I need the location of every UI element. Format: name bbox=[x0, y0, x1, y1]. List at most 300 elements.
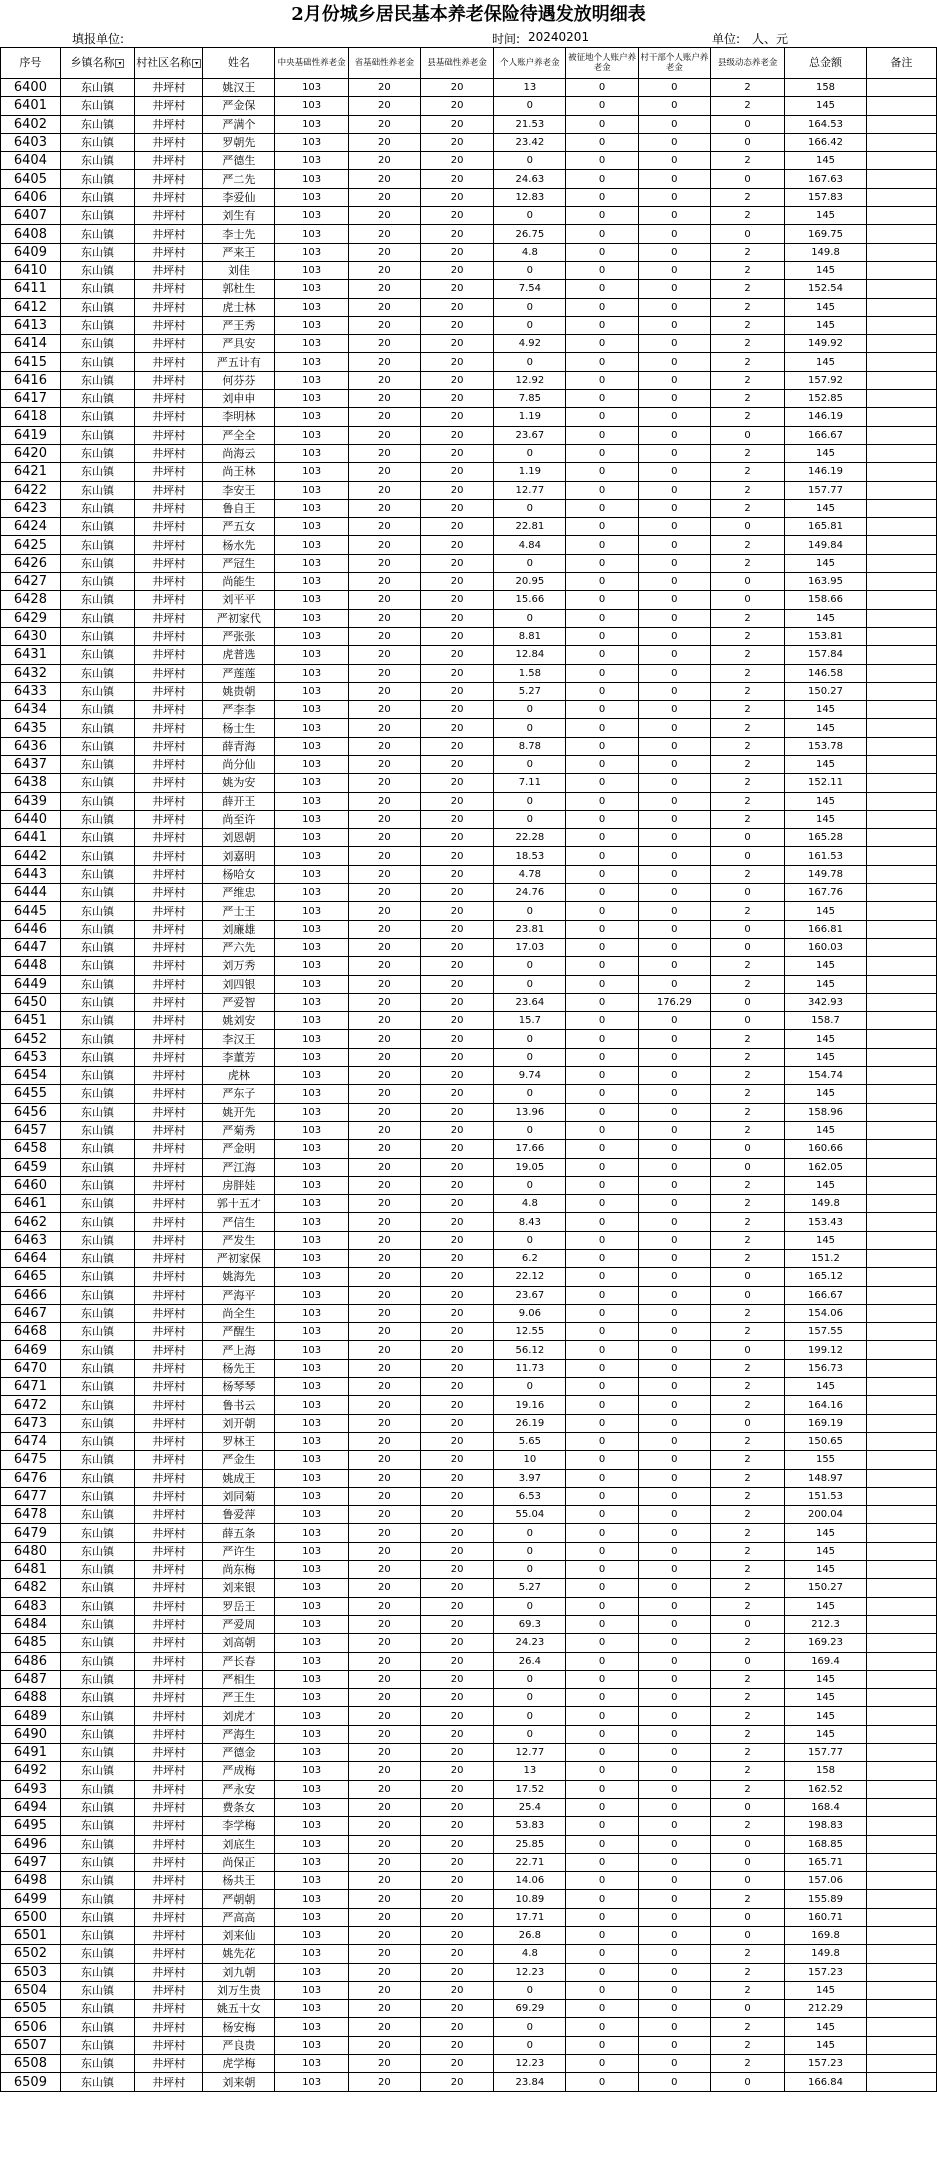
cell-central[interactable]: 103 bbox=[275, 1121, 348, 1139]
cell-remark[interactable] bbox=[866, 115, 936, 133]
cell-provincial[interactable]: 20 bbox=[348, 1396, 420, 1414]
cell-provincial[interactable]: 20 bbox=[348, 902, 420, 920]
cell-township[interactable]: 东山镇 bbox=[60, 865, 134, 883]
cell-central[interactable]: 103 bbox=[275, 646, 348, 664]
cell-name[interactable]: 严士王 bbox=[203, 902, 275, 920]
cell-total[interactable]: 145 bbox=[785, 316, 867, 334]
cell-cadre[interactable]: 0 bbox=[638, 518, 710, 536]
cell-dynamic[interactable]: 2 bbox=[710, 865, 784, 883]
cell-cadre[interactable]: 0 bbox=[638, 865, 710, 883]
cell-name[interactable]: 刘开朝 bbox=[203, 1414, 275, 1432]
cell-dynamic[interactable]: 2 bbox=[710, 463, 784, 481]
cell-remark[interactable] bbox=[866, 1817, 936, 1835]
cell-seq[interactable]: 6467 bbox=[1, 1304, 61, 1322]
cell-village[interactable]: 井坪村 bbox=[135, 1103, 203, 1121]
cell-total[interactable]: 153.81 bbox=[785, 627, 867, 645]
cell-cadre[interactable]: 0 bbox=[638, 884, 710, 902]
cell-provincial[interactable]: 20 bbox=[348, 1707, 420, 1725]
cell-seq[interactable]: 6509 bbox=[1, 2073, 61, 2091]
cell-county[interactable]: 20 bbox=[420, 408, 493, 426]
cell-provincial[interactable]: 20 bbox=[348, 646, 420, 664]
cell-central[interactable]: 103 bbox=[275, 1652, 348, 1670]
cell-county[interactable]: 20 bbox=[420, 1835, 493, 1853]
cell-land[interactable]: 0 bbox=[566, 2018, 638, 2036]
cell-dynamic[interactable]: 0 bbox=[710, 1926, 784, 1944]
cell-total[interactable]: 150.27 bbox=[785, 1579, 867, 1597]
cell-cadre[interactable]: 0 bbox=[638, 1981, 710, 1999]
cell-total[interactable]: 145 bbox=[785, 1121, 867, 1139]
cell-dynamic[interactable]: 2 bbox=[710, 261, 784, 279]
cell-county[interactable]: 20 bbox=[420, 316, 493, 334]
cell-dynamic[interactable]: 2 bbox=[710, 554, 784, 572]
cell-personal[interactable]: 0 bbox=[494, 1707, 566, 1725]
cell-provincial[interactable]: 20 bbox=[348, 1030, 420, 1048]
cell-personal[interactable]: 1.58 bbox=[494, 664, 566, 682]
cell-total[interactable]: 160.66 bbox=[785, 1140, 867, 1158]
cell-central[interactable]: 103 bbox=[275, 1414, 348, 1432]
cell-provincial[interactable]: 20 bbox=[348, 280, 420, 298]
cell-dynamic[interactable]: 2 bbox=[710, 719, 784, 737]
cell-cadre[interactable]: 0 bbox=[638, 316, 710, 334]
cell-remark[interactable] bbox=[866, 499, 936, 517]
cell-township[interactable]: 东山镇 bbox=[60, 1176, 134, 1194]
cell-provincial[interactable]: 20 bbox=[348, 719, 420, 737]
cell-total[interactable]: 145 bbox=[785, 792, 867, 810]
cell-cadre[interactable]: 0 bbox=[638, 2000, 710, 2018]
cell-cadre[interactable]: 0 bbox=[638, 1158, 710, 1176]
cell-central[interactable]: 103 bbox=[275, 1725, 348, 1743]
cell-personal[interactable]: 0 bbox=[494, 902, 566, 920]
cell-village[interactable]: 井坪村 bbox=[135, 97, 203, 115]
cell-personal[interactable]: 12.23 bbox=[494, 2055, 566, 2073]
cell-cadre[interactable]: 0 bbox=[638, 1030, 710, 1048]
cell-county[interactable]: 20 bbox=[420, 755, 493, 773]
cell-remark[interactable] bbox=[866, 1469, 936, 1487]
cell-township[interactable]: 东山镇 bbox=[60, 1140, 134, 1158]
cell-land[interactable]: 0 bbox=[566, 1304, 638, 1322]
cell-dynamic[interactable]: 0 bbox=[710, 518, 784, 536]
cell-name[interactable]: 严全全 bbox=[203, 426, 275, 444]
cell-county[interactable]: 20 bbox=[420, 1195, 493, 1213]
cell-personal[interactable]: 26.4 bbox=[494, 1652, 566, 1670]
cell-total[interactable]: 145 bbox=[785, 1085, 867, 1103]
cell-total[interactable]: 155.89 bbox=[785, 1890, 867, 1908]
cell-provincial[interactable]: 20 bbox=[348, 79, 420, 97]
cell-cadre[interactable]: 0 bbox=[638, 2055, 710, 2073]
cell-name[interactable]: 严发生 bbox=[203, 1231, 275, 1249]
cell-seq[interactable]: 6487 bbox=[1, 1670, 61, 1688]
cell-dynamic[interactable]: 2 bbox=[710, 755, 784, 773]
cell-name[interactable]: 虎学梅 bbox=[203, 2055, 275, 2073]
cell-cadre[interactable]: 0 bbox=[638, 719, 710, 737]
cell-township[interactable]: 东山镇 bbox=[60, 993, 134, 1011]
cell-county[interactable]: 20 bbox=[420, 1670, 493, 1688]
cell-total[interactable]: 157.84 bbox=[785, 646, 867, 664]
cell-dynamic[interactable]: 2 bbox=[710, 737, 784, 755]
cell-name[interactable]: 刘申申 bbox=[203, 390, 275, 408]
cell-dynamic[interactable]: 2 bbox=[710, 1945, 784, 1963]
cell-total[interactable]: 146.58 bbox=[785, 664, 867, 682]
cell-name[interactable]: 严初家代 bbox=[203, 609, 275, 627]
cell-personal[interactable]: 0 bbox=[494, 1981, 566, 1999]
cell-county[interactable]: 20 bbox=[420, 1286, 493, 1304]
cell-village[interactable]: 井坪村 bbox=[135, 902, 203, 920]
cell-remark[interactable] bbox=[866, 426, 936, 444]
cell-central[interactable]: 103 bbox=[275, 1744, 348, 1762]
cell-total[interactable]: 145 bbox=[785, 353, 867, 371]
cell-personal[interactable]: 0 bbox=[494, 1030, 566, 1048]
cell-county[interactable]: 20 bbox=[420, 609, 493, 627]
cell-seq[interactable]: 6460 bbox=[1, 1176, 61, 1194]
cell-township[interactable]: 东山镇 bbox=[60, 1158, 134, 1176]
cell-personal[interactable]: 0 bbox=[494, 1085, 566, 1103]
cell-land[interactable]: 0 bbox=[566, 975, 638, 993]
cell-cadre[interactable]: 176.29 bbox=[638, 993, 710, 1011]
cell-village[interactable]: 井坪村 bbox=[135, 1853, 203, 1871]
cell-seq[interactable]: 6440 bbox=[1, 810, 61, 828]
cell-name[interactable]: 尚王林 bbox=[203, 463, 275, 481]
cell-personal[interactable]: 0 bbox=[494, 1524, 566, 1542]
cell-cadre[interactable]: 0 bbox=[638, 1634, 710, 1652]
cell-township[interactable]: 东山镇 bbox=[60, 1542, 134, 1560]
cell-seq[interactable]: 6402 bbox=[1, 115, 61, 133]
cell-village[interactable]: 井坪村 bbox=[135, 1286, 203, 1304]
cell-central[interactable]: 103 bbox=[275, 1432, 348, 1450]
cell-land[interactable]: 0 bbox=[566, 426, 638, 444]
cell-county[interactable]: 20 bbox=[420, 1579, 493, 1597]
cell-remark[interactable] bbox=[866, 1359, 936, 1377]
cell-dynamic[interactable]: 0 bbox=[710, 1140, 784, 1158]
cell-township[interactable]: 东山镇 bbox=[60, 133, 134, 151]
cell-name[interactable]: 刘万生贵 bbox=[203, 1981, 275, 1999]
cell-village[interactable]: 井坪村 bbox=[135, 664, 203, 682]
cell-dynamic[interactable]: 2 bbox=[710, 664, 784, 682]
cell-cadre[interactable]: 0 bbox=[638, 97, 710, 115]
cell-village[interactable]: 井坪村 bbox=[135, 682, 203, 700]
cell-provincial[interactable]: 20 bbox=[348, 1853, 420, 1871]
cell-county[interactable]: 20 bbox=[420, 188, 493, 206]
cell-central[interactable]: 103 bbox=[275, 1378, 348, 1396]
cell-provincial[interactable]: 20 bbox=[348, 920, 420, 938]
cell-remark[interactable] bbox=[866, 865, 936, 883]
cell-township[interactable]: 东山镇 bbox=[60, 1725, 134, 1743]
cell-provincial[interactable]: 20 bbox=[348, 1378, 420, 1396]
cell-land[interactable]: 0 bbox=[566, 1469, 638, 1487]
cell-provincial[interactable]: 20 bbox=[348, 1286, 420, 1304]
cell-central[interactable]: 103 bbox=[275, 993, 348, 1011]
cell-total[interactable]: 164.53 bbox=[785, 115, 867, 133]
cell-remark[interactable] bbox=[866, 1414, 936, 1432]
cell-name[interactable]: 姚五十女 bbox=[203, 2000, 275, 2018]
cell-dynamic[interactable]: 2 bbox=[710, 1780, 784, 1798]
cell-remark[interactable] bbox=[866, 1615, 936, 1633]
cell-name[interactable]: 姚为安 bbox=[203, 774, 275, 792]
cell-land[interactable]: 0 bbox=[566, 298, 638, 316]
cell-name[interactable]: 李士先 bbox=[203, 225, 275, 243]
cell-dynamic[interactable]: 2 bbox=[710, 536, 784, 554]
cell-township[interactable]: 东山镇 bbox=[60, 2073, 134, 2091]
cell-name[interactable]: 严金明 bbox=[203, 1140, 275, 1158]
cell-township[interactable]: 东山镇 bbox=[60, 554, 134, 572]
cell-cadre[interactable]: 0 bbox=[638, 627, 710, 645]
cell-land[interactable]: 0 bbox=[566, 1176, 638, 1194]
cell-central[interactable]: 103 bbox=[275, 2073, 348, 2091]
cell-township[interactable]: 东山镇 bbox=[60, 1085, 134, 1103]
cell-county[interactable]: 20 bbox=[420, 390, 493, 408]
cell-central[interactable]: 103 bbox=[275, 2036, 348, 2054]
cell-name[interactable]: 李学梅 bbox=[203, 1817, 275, 1835]
cell-name[interactable]: 杨共王 bbox=[203, 1872, 275, 1890]
cell-dynamic[interactable]: 0 bbox=[710, 1012, 784, 1030]
cell-total[interactable]: 145 bbox=[785, 1689, 867, 1707]
cell-village[interactable]: 井坪村 bbox=[135, 1451, 203, 1469]
cell-county[interactable]: 20 bbox=[420, 1890, 493, 1908]
cell-cadre[interactable]: 0 bbox=[638, 298, 710, 316]
cell-county[interactable]: 20 bbox=[420, 1359, 493, 1377]
cell-land[interactable]: 0 bbox=[566, 1158, 638, 1176]
cell-cadre[interactable]: 0 bbox=[638, 499, 710, 517]
cell-cadre[interactable]: 0 bbox=[638, 1872, 710, 1890]
cell-name[interactable]: 尚海云 bbox=[203, 444, 275, 462]
cell-township[interactable]: 东山镇 bbox=[60, 1945, 134, 1963]
cell-cadre[interactable]: 0 bbox=[638, 243, 710, 261]
cell-cadre[interactable]: 0 bbox=[638, 170, 710, 188]
cell-seq[interactable]: 6503 bbox=[1, 1963, 61, 1981]
cell-cadre[interactable]: 0 bbox=[638, 408, 710, 426]
cell-central[interactable]: 103 bbox=[275, 1286, 348, 1304]
cell-land[interactable]: 0 bbox=[566, 463, 638, 481]
cell-total[interactable]: 145 bbox=[785, 1670, 867, 1688]
cell-central[interactable]: 103 bbox=[275, 1689, 348, 1707]
cell-central[interactable]: 103 bbox=[275, 1103, 348, 1121]
cell-land[interactable]: 0 bbox=[566, 1506, 638, 1524]
cell-central[interactable]: 103 bbox=[275, 390, 348, 408]
cell-dynamic[interactable]: 2 bbox=[710, 1981, 784, 1999]
cell-land[interactable]: 0 bbox=[566, 884, 638, 902]
cell-personal[interactable]: 24.63 bbox=[494, 170, 566, 188]
cell-total[interactable]: 158.7 bbox=[785, 1012, 867, 1030]
cell-seq[interactable]: 6490 bbox=[1, 1725, 61, 1743]
cell-name[interactable]: 罗朝先 bbox=[203, 133, 275, 151]
cell-provincial[interactable]: 20 bbox=[348, 1579, 420, 1597]
cell-township[interactable]: 东山镇 bbox=[60, 371, 134, 389]
cell-central[interactable]: 103 bbox=[275, 426, 348, 444]
cell-seq[interactable]: 6420 bbox=[1, 444, 61, 462]
cell-village[interactable]: 井坪村 bbox=[135, 609, 203, 627]
cell-central[interactable]: 103 bbox=[275, 719, 348, 737]
cell-township[interactable]: 东山镇 bbox=[60, 1707, 134, 1725]
cell-village[interactable]: 井坪村 bbox=[135, 938, 203, 956]
cell-village[interactable]: 井坪村 bbox=[135, 792, 203, 810]
cell-dynamic[interactable]: 2 bbox=[710, 481, 784, 499]
cell-township[interactable]: 东山镇 bbox=[60, 1396, 134, 1414]
cell-land[interactable]: 0 bbox=[566, 1579, 638, 1597]
cell-total[interactable]: 168.4 bbox=[785, 1798, 867, 1816]
cell-total[interactable]: 157.83 bbox=[785, 188, 867, 206]
cell-personal[interactable]: 0 bbox=[494, 1597, 566, 1615]
cell-personal[interactable]: 0 bbox=[494, 316, 566, 334]
cell-remark[interactable] bbox=[866, 243, 936, 261]
cell-village[interactable]: 井坪村 bbox=[135, 335, 203, 353]
cell-central[interactable]: 103 bbox=[275, 481, 348, 499]
cell-name[interactable]: 严菊秀 bbox=[203, 1121, 275, 1139]
cell-seq[interactable]: 6506 bbox=[1, 2018, 61, 2036]
cell-village[interactable]: 井坪村 bbox=[135, 1744, 203, 1762]
cell-total[interactable]: 212.29 bbox=[785, 2000, 867, 2018]
cell-seq[interactable]: 6449 bbox=[1, 975, 61, 993]
cell-total[interactable]: 157.77 bbox=[785, 481, 867, 499]
cell-seq[interactable]: 6477 bbox=[1, 1487, 61, 1505]
cell-township[interactable]: 东山镇 bbox=[60, 1268, 134, 1286]
cell-village[interactable]: 井坪村 bbox=[135, 1030, 203, 1048]
cell-cadre[interactable]: 0 bbox=[638, 1798, 710, 1816]
cell-land[interactable]: 0 bbox=[566, 1835, 638, 1853]
cell-land[interactable]: 0 bbox=[566, 152, 638, 170]
cell-name[interactable]: 杨安梅 bbox=[203, 2018, 275, 2036]
cell-remark[interactable] bbox=[866, 97, 936, 115]
cell-cadre[interactable]: 0 bbox=[638, 1762, 710, 1780]
cell-land[interactable]: 0 bbox=[566, 1451, 638, 1469]
cell-village[interactable]: 井坪村 bbox=[135, 591, 203, 609]
cell-township[interactable]: 东山镇 bbox=[60, 1872, 134, 1890]
cell-village[interactable]: 井坪村 bbox=[135, 1048, 203, 1066]
col-header-county-pension[interactable]: 县基础性养老金 bbox=[420, 48, 493, 79]
cell-provincial[interactable]: 20 bbox=[348, 1506, 420, 1524]
cell-name[interactable]: 姚汉王 bbox=[203, 79, 275, 97]
cell-seq[interactable]: 6479 bbox=[1, 1524, 61, 1542]
cell-provincial[interactable]: 20 bbox=[348, 298, 420, 316]
cell-land[interactable]: 0 bbox=[566, 1432, 638, 1450]
cell-township[interactable]: 东山镇 bbox=[60, 957, 134, 975]
cell-central[interactable]: 103 bbox=[275, 1451, 348, 1469]
cell-land[interactable]: 0 bbox=[566, 755, 638, 773]
cell-county[interactable]: 20 bbox=[420, 426, 493, 444]
cell-provincial[interactable]: 20 bbox=[348, 335, 420, 353]
cell-township[interactable]: 东山镇 bbox=[60, 1561, 134, 1579]
cell-village[interactable]: 井坪村 bbox=[135, 536, 203, 554]
cell-village[interactable]: 井坪村 bbox=[135, 1158, 203, 1176]
cell-land[interactable]: 0 bbox=[566, 1414, 638, 1432]
cell-land[interactable]: 0 bbox=[566, 1487, 638, 1505]
cell-seq[interactable]: 6419 bbox=[1, 426, 61, 444]
cell-seq[interactable]: 6401 bbox=[1, 97, 61, 115]
cell-county[interactable]: 20 bbox=[420, 1323, 493, 1341]
cell-county[interactable]: 20 bbox=[420, 573, 493, 591]
cell-seq[interactable]: 6463 bbox=[1, 1231, 61, 1249]
cell-village[interactable]: 井坪村 bbox=[135, 518, 203, 536]
col-header-township[interactable]: 乡镇名称 ▾ bbox=[60, 48, 134, 79]
cell-total[interactable]: 165.71 bbox=[785, 1853, 867, 1871]
cell-name[interactable]: 严德生 bbox=[203, 152, 275, 170]
cell-county[interactable]: 20 bbox=[420, 207, 493, 225]
cell-total[interactable]: 145 bbox=[785, 1725, 867, 1743]
cell-name[interactable]: 虎士林 bbox=[203, 298, 275, 316]
cell-remark[interactable] bbox=[866, 829, 936, 847]
cell-name[interactable]: 罗岳王 bbox=[203, 1597, 275, 1615]
cell-name[interactable]: 房胖娃 bbox=[203, 1176, 275, 1194]
cell-cadre[interactable]: 0 bbox=[638, 2018, 710, 2036]
cell-name[interactable]: 刘底生 bbox=[203, 1835, 275, 1853]
cell-county[interactable]: 20 bbox=[420, 847, 493, 865]
cell-total[interactable]: 145 bbox=[785, 1231, 867, 1249]
cell-total[interactable]: 145 bbox=[785, 97, 867, 115]
col-header-central-pension[interactable]: 中央基础性养老金 bbox=[275, 48, 348, 79]
cell-name[interactable]: 严李李 bbox=[203, 701, 275, 719]
cell-county[interactable]: 20 bbox=[420, 1231, 493, 1249]
cell-personal[interactable]: 17.71 bbox=[494, 1908, 566, 1926]
cell-township[interactable]: 东山镇 bbox=[60, 207, 134, 225]
cell-central[interactable]: 103 bbox=[275, 1304, 348, 1322]
cell-central[interactable]: 103 bbox=[275, 463, 348, 481]
cell-township[interactable]: 东山镇 bbox=[60, 1304, 134, 1322]
cell-remark[interactable] bbox=[866, 1506, 936, 1524]
cell-county[interactable]: 20 bbox=[420, 920, 493, 938]
cell-provincial[interactable]: 20 bbox=[348, 2073, 420, 2091]
cell-township[interactable]: 东山镇 bbox=[60, 902, 134, 920]
cell-central[interactable]: 103 bbox=[275, 755, 348, 773]
cell-county[interactable]: 20 bbox=[420, 2073, 493, 2091]
cell-land[interactable]: 0 bbox=[566, 1798, 638, 1816]
cell-land[interactable]: 0 bbox=[566, 1689, 638, 1707]
cell-provincial[interactable]: 20 bbox=[348, 1469, 420, 1487]
cell-dynamic[interactable]: 2 bbox=[710, 1323, 784, 1341]
cell-county[interactable]: 20 bbox=[420, 957, 493, 975]
cell-remark[interactable] bbox=[866, 792, 936, 810]
cell-village[interactable]: 井坪村 bbox=[135, 1908, 203, 1926]
cell-remark[interactable] bbox=[866, 1981, 936, 1999]
cell-seq[interactable]: 6407 bbox=[1, 207, 61, 225]
cell-township[interactable]: 东山镇 bbox=[60, 1670, 134, 1688]
cell-name[interactable]: 尚分仙 bbox=[203, 755, 275, 773]
cell-total[interactable]: 161.53 bbox=[785, 847, 867, 865]
cell-seq[interactable]: 6471 bbox=[1, 1378, 61, 1396]
cell-seq[interactable]: 6409 bbox=[1, 243, 61, 261]
cell-county[interactable]: 20 bbox=[420, 792, 493, 810]
col-header-personal-account[interactable]: 个人账户养老金 bbox=[494, 48, 566, 79]
cell-remark[interactable] bbox=[866, 1872, 936, 1890]
cell-dynamic[interactable]: 0 bbox=[710, 1835, 784, 1853]
cell-seq[interactable]: 6493 bbox=[1, 1780, 61, 1798]
cell-seq[interactable]: 6454 bbox=[1, 1067, 61, 1085]
cell-cadre[interactable]: 0 bbox=[638, 188, 710, 206]
cell-central[interactable]: 103 bbox=[275, 1524, 348, 1542]
cell-land[interactable]: 0 bbox=[566, 243, 638, 261]
col-header-village[interactable]: 村社区名称 ▾ bbox=[135, 48, 203, 79]
cell-remark[interactable] bbox=[866, 884, 936, 902]
cell-seq[interactable]: 6476 bbox=[1, 1469, 61, 1487]
cell-name[interactable]: 严五女 bbox=[203, 518, 275, 536]
cell-land[interactable]: 0 bbox=[566, 1341, 638, 1359]
cell-personal[interactable]: 23.81 bbox=[494, 920, 566, 938]
cell-township[interactable]: 东山镇 bbox=[60, 426, 134, 444]
cell-seq[interactable]: 6447 bbox=[1, 938, 61, 956]
cell-village[interactable]: 井坪村 bbox=[135, 2055, 203, 2073]
cell-provincial[interactable]: 20 bbox=[348, 1250, 420, 1268]
cell-central[interactable]: 103 bbox=[275, 1908, 348, 1926]
cell-township[interactable]: 东山镇 bbox=[60, 938, 134, 956]
cell-personal[interactable]: 10 bbox=[494, 1451, 566, 1469]
cell-name[interactable]: 严高高 bbox=[203, 1908, 275, 1926]
cell-personal[interactable]: 20.95 bbox=[494, 573, 566, 591]
cell-land[interactable]: 0 bbox=[566, 1926, 638, 1944]
cell-cadre[interactable]: 0 bbox=[638, 1579, 710, 1597]
cell-personal[interactable]: 6.53 bbox=[494, 1487, 566, 1505]
cell-central[interactable]: 103 bbox=[275, 573, 348, 591]
cell-personal[interactable]: 0 bbox=[494, 1048, 566, 1066]
cell-township[interactable]: 东山镇 bbox=[60, 1469, 134, 1487]
cell-personal[interactable]: 12.55 bbox=[494, 1323, 566, 1341]
cell-personal[interactable]: 0 bbox=[494, 719, 566, 737]
